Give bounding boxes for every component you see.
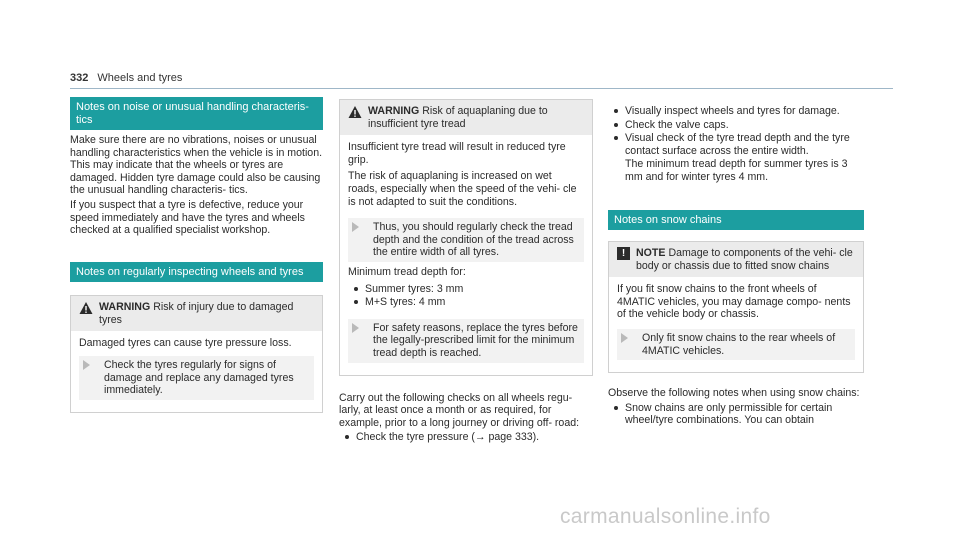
list-item-text: Summer tyres: 3 mm	[365, 282, 464, 295]
instruction-step	[79, 356, 314, 400]
list-item	[348, 296, 584, 309]
page-header	[70, 72, 182, 84]
instruction-text: Check the tyres regularly for signs of damage and replace any damaged tyres immediately.	[104, 359, 294, 397]
chapter-title: Wheels and tyres	[97, 72, 183, 84]
warning-label: WARNING	[99, 301, 151, 314]
instruction-text: Only fit snow chains to the rear wheels of 4MATIC vehicles.	[642, 332, 836, 357]
bullet-icon	[345, 435, 349, 439]
aquaplaning-paragraph-1: Insufficient tyre tread will result in reduced tyre grip.	[348, 141, 566, 166]
noise-paragraph-2: If you suspect that a tyre is defective, reduce your speed immediately and have the tyres and wheels checked at a qualified specialist workshop.	[70, 198, 305, 237]
warning-text: Risk of aquaplaning due to insufficient tyre tread	[368, 105, 548, 130]
list-item-text: Visually inspect wheels and tyres for damage.	[625, 105, 840, 117]
bullet-icon	[614, 123, 618, 127]
checks-list	[339, 431, 593, 444]
warning-text: Risk of injury due to damaged tyres	[99, 301, 294, 326]
observe-paragraph: Observe the following notes when using snow chains:	[608, 387, 860, 400]
list-item	[608, 402, 864, 427]
instruction-arrow-icon	[83, 360, 97, 370]
list-item	[608, 132, 864, 157]
note-header	[609, 242, 863, 277]
list-item	[348, 283, 584, 296]
instruction-step	[348, 218, 584, 262]
warning-icon	[348, 105, 362, 119]
instruction-step	[348, 319, 584, 363]
header-divider	[70, 88, 893, 89]
instruction-text: For safety reasons, replace the tyres before the legally-prescribed limit for the minimum tread depth is reached.	[373, 321, 578, 359]
warning-body-text: Damaged tyres can cause tyre pressure loss.	[79, 337, 292, 350]
watermark: carmanualsonline.info	[560, 505, 771, 528]
column-middle	[339, 99, 593, 445]
warning-icon	[79, 301, 93, 315]
page-number: 332	[70, 72, 89, 84]
aquaplaning-paragraph-2: The risk of aquaplaning is increased on wet roads, especially when the speed of the vehi- cle is not adapted to suit the conditions.	[348, 170, 577, 208]
bullet-icon	[354, 300, 358, 304]
instruction-arrow-icon	[352, 222, 366, 232]
snow-chain-list	[608, 402, 864, 427]
list-item	[339, 431, 593, 444]
instruction-arrow-icon	[352, 323, 366, 333]
note-body	[609, 277, 863, 372]
warning-body	[71, 331, 322, 411]
section-title-inspecting: Notes on regularly inspecting wheels and tyres	[70, 262, 323, 283]
list-item-text: Snow chains are only permissible for certain wheel/tyre combinations. You can obtain	[625, 401, 833, 427]
list-item-text: Check the tyre pressure (→ page 333).	[356, 431, 540, 444]
min-tread-heading: Minimum tread depth for:	[348, 265, 466, 278]
section-title-snow-chains: Notes on snow chains	[608, 210, 864, 231]
noise-paragraph-1: Make sure there are no vibrations, noises or unusual handling characteristics when the vehicle is in motion. This may indicate that the wheels or tyres are damaged. Hidden tyre damage could also be causing the unusual handling characteris- tics.	[70, 134, 323, 197]
column-left	[70, 97, 323, 413]
note-label: NOTE	[636, 247, 666, 260]
warning-box-aquaplaning	[339, 99, 593, 376]
list-item	[608, 105, 864, 118]
bullet-icon	[614, 136, 618, 140]
tread-depth-note: The minimum tread depth for summer tyres is 3 mm and for winter tyres 4 mm.	[625, 158, 848, 183]
warning-body	[340, 135, 592, 374]
list-item-text: M+S tyres: 4 mm	[365, 296, 446, 309]
list-item	[608, 119, 864, 132]
bullet-icon	[614, 109, 618, 113]
warning-header	[71, 296, 322, 331]
column-right	[608, 103, 864, 428]
list-item-text: Visual check of the tyre tread depth and the tyre contact surface across the entire width.	[625, 132, 850, 157]
list-item-text: Check the valve caps.	[625, 118, 729, 131]
section-title-noise: Notes on noise or unusual handling characteris- tics	[70, 97, 323, 130]
bullet-icon	[614, 406, 618, 410]
instruction-arrow-icon	[621, 333, 635, 343]
instruction-step	[617, 329, 855, 360]
warning-header	[340, 100, 592, 135]
note-text: Damage to components of the vehi- cle body or chassis due to fitted snow chains	[636, 247, 853, 272]
warning-box-damaged-tyres	[70, 295, 323, 413]
instruction-text: Thus, you should regularly check the tread depth and the condition of the tread across the entire width of all tyres.	[373, 221, 574, 259]
tread-list	[348, 283, 584, 309]
bullet-icon	[354, 287, 358, 291]
note-body-text: If you fit snow chains to the front wheels of 4MATIC vehicles, you may damage compo- nents of the vehicle body or chassis.	[617, 283, 851, 321]
exclamation-icon: !	[617, 247, 630, 260]
note-box-snow-chains	[608, 241, 864, 373]
inspection-list	[608, 105, 864, 157]
warning-label: WARNING	[368, 105, 420, 117]
checks-paragraph: Carry out the following checks on all wheels regu- larly, at least once a month or as required, for example, prior to a long journey or driving off- road:	[339, 391, 580, 429]
